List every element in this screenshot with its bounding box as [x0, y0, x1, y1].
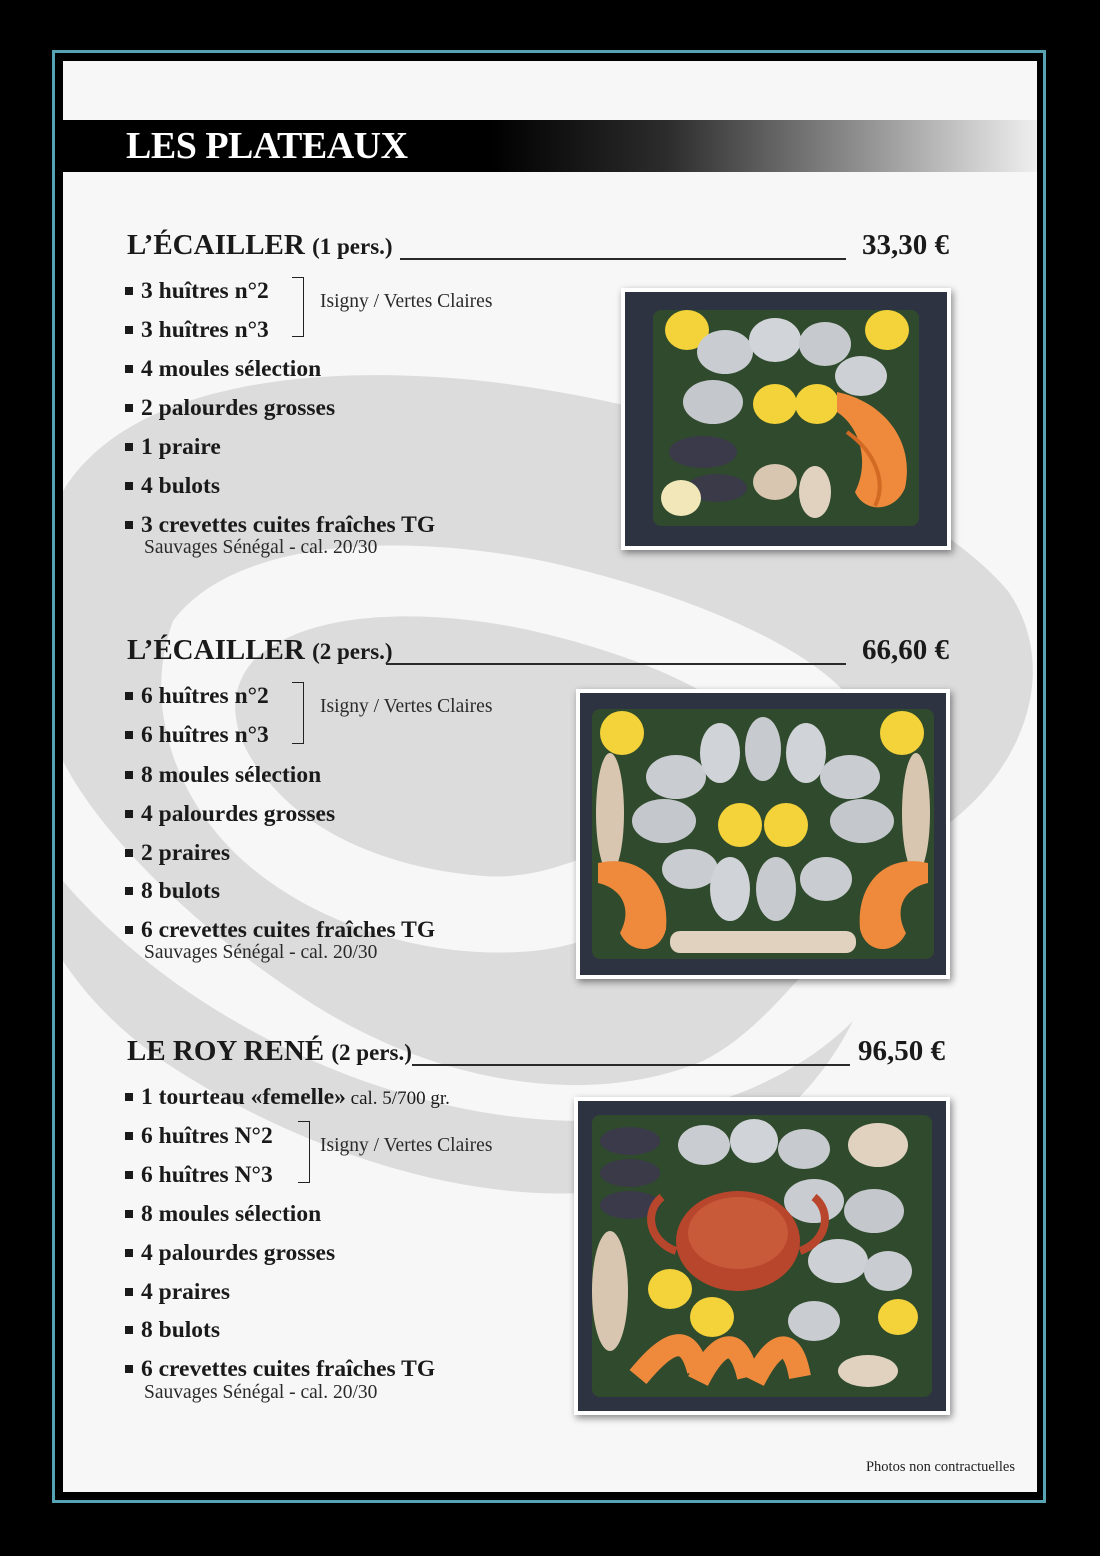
oyster-bracket [292, 277, 304, 337]
list-item: 8 moules sélection [125, 759, 321, 791]
list-item: 4 praires [125, 1276, 230, 1308]
platter-name: L’ÉCAILLER [127, 229, 305, 261]
oyster-origin: Isigny / Vertes Claires [320, 291, 493, 312]
platter-persons: (2 pers.) [331, 1040, 412, 1065]
bullet-icon [125, 365, 133, 373]
list-item: 4 moules sélection [125, 353, 321, 385]
leader-line [412, 1064, 850, 1066]
list-item: 3 huîtres n°2 [125, 275, 269, 307]
platter-price: 96,50 € [858, 1035, 945, 1067]
platter-heading [127, 1033, 949, 1073]
list-item: 3 crevettes cuites fraîches TG [125, 509, 435, 541]
leader-line [400, 258, 846, 260]
list-item: 6 huîtres N°2 [125, 1120, 273, 1152]
platter-heading [127, 632, 949, 672]
shrimp-note: Sauvages Sénégal - cal. 20/30 [144, 942, 378, 963]
list-item: 1 tourteau «femelle» cal. 5/700 gr. [125, 1081, 450, 1113]
bullet-icon [125, 887, 133, 895]
oyster-bracket [292, 682, 304, 744]
bullet-icon [125, 692, 133, 700]
bullet-icon [125, 1210, 133, 1218]
list-item: 6 crevettes cuites fraîches TG [125, 1353, 435, 1385]
seafood-platter-photo [621, 288, 951, 550]
bullet-icon [125, 926, 133, 934]
oyster-origin: Isigny / Vertes Claires [320, 696, 493, 717]
seafood-platter-with-crab-photo [574, 1097, 950, 1415]
list-item: 6 huîtres N°3 [125, 1159, 273, 1191]
bullet-icon [125, 1249, 133, 1257]
bullet-icon [125, 849, 133, 857]
footer-note: Photos non contractuelles [865, 1459, 1015, 1475]
bullet-icon [125, 326, 133, 334]
shrimp-note: Sauvages Sénégal - cal. 20/30 [144, 537, 378, 558]
platter-price: 66,60 € [862, 634, 949, 666]
bullet-icon [125, 443, 133, 451]
bullet-icon [125, 521, 133, 529]
leader-line [386, 663, 846, 665]
list-item: 6 huîtres n°3 [125, 719, 269, 751]
title-banner [63, 120, 1037, 172]
platter-heading [127, 227, 949, 267]
bullet-icon [125, 1288, 133, 1296]
seafood-platter-photo [576, 689, 950, 979]
list-item: 6 crevettes cuites fraîches TG [125, 914, 435, 946]
list-item: 8 moules sélection [125, 1198, 321, 1230]
bullet-icon [125, 810, 133, 818]
bullet-icon [125, 1093, 133, 1101]
platter-section-ecailler-1 [63, 227, 1037, 558]
list-item: 4 bulots [125, 470, 220, 502]
list-item: 8 bulots [125, 1314, 220, 1346]
bullet-icon [125, 771, 133, 779]
bullet-icon [125, 287, 133, 295]
list-item: 6 huîtres n°2 [125, 680, 269, 712]
oyster-origin: Isigny / Vertes Claires [320, 1135, 493, 1156]
list-item: 2 palourdes grosses [125, 392, 335, 424]
bullet-icon [125, 1365, 133, 1373]
platter-price: 33,30 € [862, 229, 949, 261]
list-item: 1 praire [125, 431, 221, 463]
list-item: 3 huîtres n°3 [125, 314, 269, 346]
bullet-icon [125, 482, 133, 490]
platter-section-ecailler-2 [63, 632, 1037, 963]
oyster-bracket [298, 1121, 310, 1183]
list-item: 4 palourdes grosses [125, 798, 335, 830]
menu-page [63, 61, 1037, 1492]
shrimp-note: Sauvages Sénégal - cal. 20/30 [144, 1382, 378, 1403]
platter-name: LE ROY RENÉ [127, 1035, 325, 1067]
bullet-icon [125, 404, 133, 412]
bullet-icon [125, 1132, 133, 1140]
bullet-icon [125, 1326, 133, 1334]
bullet-icon [125, 731, 133, 739]
list-item: 4 palourdes grosses [125, 1237, 335, 1269]
list-item: 2 praires [125, 837, 230, 869]
page-title: LES PLATEAUX [126, 125, 408, 167]
platter-name: L’ÉCAILLER [127, 634, 305, 666]
platter-section-roy-rene [63, 1033, 1037, 1403]
bullet-icon [125, 1171, 133, 1179]
platter-persons: (1 pers.) [312, 234, 393, 259]
list-item: 8 bulots [125, 875, 220, 907]
platter-persons: (2 pers.) [312, 639, 393, 664]
